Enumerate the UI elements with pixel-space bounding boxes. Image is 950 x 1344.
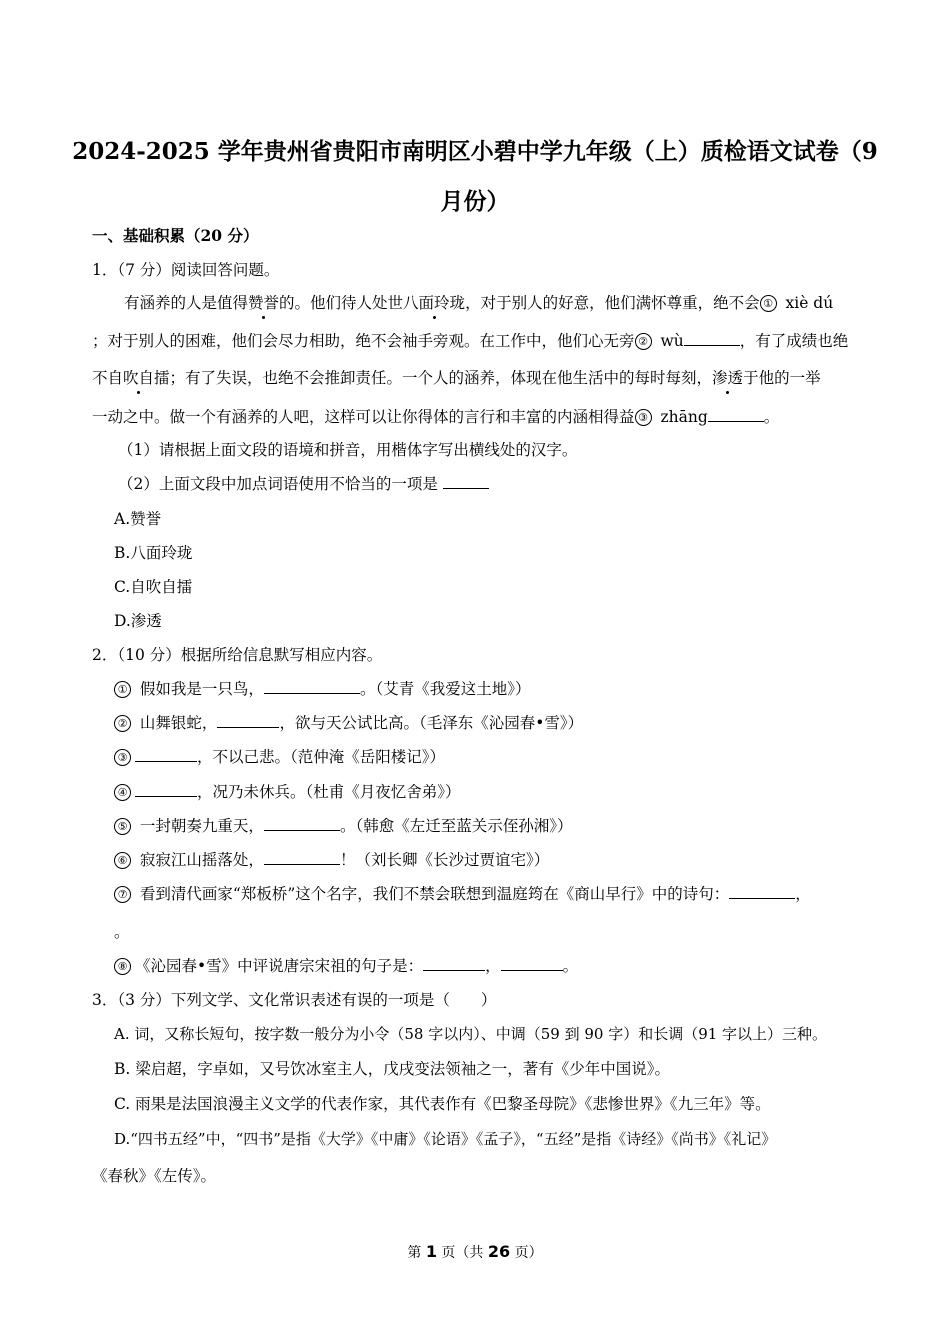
option-c[interactable]: C. 雨果是法国浪漫主义文学的代表作家，其代表作有《巴黎圣母院》《悲惨世界》《九三年》等。 — [114, 1095, 771, 1113]
answer-blank[interactable] — [264, 850, 340, 865]
sub-question-2 — [118, 474, 489, 494]
pinyin-hint: xiè dú — [780, 294, 834, 312]
recite-text: 假如我是一只鸟， — [135, 680, 264, 698]
circled-number: ① — [114, 681, 131, 698]
recite-text: 。（韩愈《左迁至蓝关示侄孙湘》） — [339, 817, 573, 835]
answer-blank[interactable] — [708, 407, 764, 422]
answer-blank[interactable] — [135, 747, 197, 762]
recite-text: 寂寂江山摇落处， — [135, 851, 264, 869]
recite-text: 。 — [114, 923, 130, 941]
answer-blank[interactable] — [729, 884, 795, 899]
recite-item-7-continued — [114, 922, 130, 942]
circled-number: ④ — [114, 784, 131, 801]
option-a[interactable]: A. 词，又称长短句，按字数一般分为小令（58 字以内）、中调（59 到 90 字）和长调（91 字以上）三种。 — [114, 1025, 828, 1043]
recite-text: ，欲与天公试比高。（毛泽东《沁园春•雪》） — [279, 714, 584, 732]
recite-text: ， — [485, 957, 501, 975]
dotted-word-text: 赞誉 — [248, 294, 280, 312]
recite-item-7 — [114, 884, 811, 904]
answer-blank[interactable] — [423, 956, 485, 971]
question-1-stem: 1．（7 分）阅读回答问题。 — [92, 261, 280, 279]
circled-number: ③ — [114, 749, 131, 766]
answer-blank[interactable] — [501, 956, 563, 971]
recite-text: 一封朝奏九重天， — [135, 817, 264, 835]
passage-line-2 — [92, 331, 848, 351]
passage-line-3 — [92, 368, 821, 388]
answer-blank[interactable] — [217, 713, 279, 728]
recite-item-1 — [114, 679, 530, 699]
recite-text: 《沁园春•雪》中评说唐宗宋祖的句子是： — [135, 957, 424, 975]
recite-item-3 — [114, 747, 445, 767]
option-b[interactable]: B.八面玲珑 — [114, 544, 193, 562]
option-b[interactable]: B. 梁启超，字卓如，又号饮冰室主人，戊戌变法领袖之一，著有《少年中国说》。 — [114, 1060, 670, 1078]
answer-blank[interactable] — [264, 679, 360, 694]
footer-text: 页（共 — [436, 1245, 488, 1261]
option-d[interactable]: D.渗透 — [114, 612, 162, 630]
recite-text: 山舞银蛇， — [135, 714, 218, 732]
dotted-word-shentou — [712, 369, 743, 387]
answer-blank[interactable] — [264, 816, 340, 831]
passage-line-1 — [124, 293, 833, 313]
page-number: 1 — [425, 1242, 437, 1261]
passage-line-4 — [92, 407, 779, 427]
recite-item-6 — [114, 850, 549, 870]
footer-text: 第 — [407, 1245, 426, 1261]
recite-text: 。（艾青《我爱这土地》） — [359, 680, 531, 698]
passage-text: 的。他们待人处世 — [279, 294, 404, 312]
option-d[interactable]: D.“四书五经”中，“四书”是指《大学》《中庸》《论语》《孟子》，“五经”是指《诗经》《尚书》《礼记》 — [114, 1130, 777, 1148]
dotted-word-text: 八面玲珑 — [403, 294, 466, 312]
pinyin-hint: wù — [655, 332, 684, 350]
recite-text: ！（刘长卿《长沙过贾谊宅》） — [339, 851, 550, 869]
passage-text: 一动之中。做一个有涵养的人吧，这样可以让你得体的言行和丰富的内涵相得益 — [92, 408, 635, 426]
answer-blank[interactable] — [443, 474, 489, 489]
option-a[interactable]: A.赞誉 — [114, 510, 162, 528]
dotted-word-text: 自吹自擂 — [107, 369, 170, 387]
passage-text: ；有了失误，也绝不会推卸责任。一个人的涵养，体现在他生活中的每时每刻， — [169, 369, 713, 387]
circled-number: ⑤ — [114, 818, 131, 835]
answer-blank[interactable] — [684, 331, 740, 346]
pinyin-hint: zhāng — [655, 408, 708, 426]
recite-text: ， — [795, 885, 811, 903]
footer-text: 页） — [510, 1245, 543, 1261]
option-c[interactable]: C.自吹自擂 — [114, 578, 193, 596]
exam-title-line-1: 2024-2025 学年贵州省贵阳市南明区小碧中学九年级（上）质检语文试卷（9 — [72, 138, 878, 165]
circled-number-2: ② — [635, 333, 652, 350]
sub-question-1: （1）请根据上面文段的语境和拼音，用楷体字写出横线处的汉字。 — [118, 441, 578, 459]
recite-item-5 — [114, 816, 572, 836]
dotted-word-text: 渗透 — [712, 369, 744, 387]
passage-text: 不 — [92, 369, 108, 387]
dotted-word-zichuiziliei — [108, 369, 170, 387]
passage-text: ，对于别人的好意，他们满怀尊重，绝不会 — [465, 294, 760, 312]
passage-text: ，有了成绩也绝 — [739, 332, 849, 350]
circled-number-3: ③ — [635, 409, 652, 426]
total-pages: 26 — [487, 1242, 511, 1261]
answer-blank[interactable] — [135, 782, 197, 797]
recite-text: ，不以己悲。（范仲淹《岳阳楼记》） — [197, 748, 446, 766]
recite-item-2 — [114, 713, 583, 733]
recite-text: 看到清代画家“郑板桥”这个名字，我们不禁会联想到温庭筠在《商山早行》中的诗句： — [135, 885, 730, 903]
passage-text: 于他的一举 — [743, 369, 821, 387]
passage-text: ；对于别人的困难，他们会尽力相助，绝不会袖手旁观。在工作中，他们心无旁 — [92, 332, 635, 350]
page-footer — [0, 1242, 950, 1262]
recite-item-4 — [114, 782, 461, 802]
circled-number: ⑧ — [114, 958, 131, 975]
recite-item-8 — [114, 956, 578, 976]
sub-question-2-text: （2）上面文段中加点词语使用不恰当的一项是 — [118, 475, 438, 493]
circled-number: ⑥ — [114, 852, 131, 869]
exam-title-line-2: 月份） — [440, 188, 510, 215]
recite-text: ，况乃未休兵。（杜甫《月夜忆舍弟》） — [197, 783, 461, 801]
option-d-continued: 《春秋》《左传》。 — [92, 1167, 217, 1185]
question-2-stem: 2．（10 分）根据所给信息默写相应内容。 — [92, 646, 383, 664]
passage-text: 有涵养的人是值得 — [124, 294, 249, 312]
circled-number: ② — [114, 715, 131, 732]
circled-number: ⑦ — [114, 886, 131, 903]
dotted-word-bamianlinglong — [403, 294, 465, 312]
section-heading: 一、基础积累（20 分） — [92, 226, 259, 245]
passage-text: 。 — [763, 408, 780, 426]
question-3-stem: 3．（3 分）下列文学、文化常识表述有误的一项是（ ） — [92, 991, 497, 1009]
dotted-word-zanyu — [248, 294, 279, 312]
circled-number-1: ① — [760, 295, 777, 312]
recite-text: 。 — [562, 957, 579, 975]
